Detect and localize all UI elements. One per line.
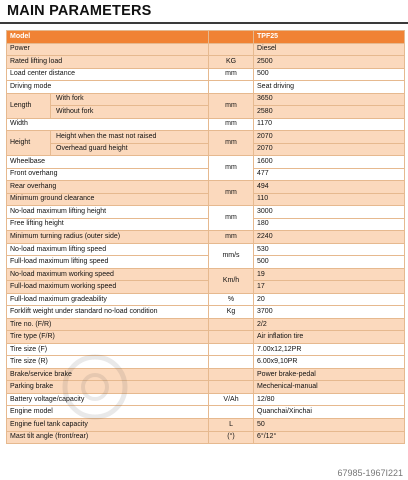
- row-label: No-load maximum lifting speed: [7, 243, 209, 256]
- page-title: MAIN PARAMETERS: [7, 3, 152, 19]
- row-value: 2500: [254, 56, 405, 69]
- row-label: Mast tilt angle (front/rear): [7, 431, 209, 444]
- table-row: [7, 156, 405, 169]
- table-row: [7, 293, 405, 306]
- row-value: 17: [254, 281, 405, 294]
- row-unit: mm: [209, 118, 254, 131]
- row-label: With fork: [51, 93, 209, 106]
- row-value: Seat driving: [254, 81, 405, 94]
- table-row: [7, 306, 405, 319]
- row-unit: [209, 43, 254, 56]
- row-unit: [209, 318, 254, 331]
- table-row: [7, 281, 405, 294]
- row-label: Wheelbase: [7, 156, 209, 169]
- row-label: Tire size (R): [7, 356, 209, 369]
- table-header: [7, 31, 405, 44]
- table-row: [7, 68, 405, 81]
- row-unit: mm: [209, 131, 254, 156]
- row-value: 2240: [254, 231, 405, 244]
- row-label: Free lifting height: [7, 218, 209, 231]
- table-row: [7, 81, 405, 94]
- row-value: 2070: [254, 143, 405, 156]
- row-value: 1170: [254, 118, 405, 131]
- row-label: Tire no. (F/R): [7, 318, 209, 331]
- table-row: [7, 368, 405, 381]
- row-value: 477: [254, 168, 405, 181]
- row-label: Engine model: [7, 406, 209, 419]
- row-label: Overhead guard height: [51, 143, 209, 156]
- row-label: Without fork: [51, 106, 209, 119]
- table-row: [7, 106, 405, 119]
- row-value: 530: [254, 243, 405, 256]
- row-value: 500: [254, 256, 405, 269]
- stock-number: 67985-1967I221: [337, 468, 403, 478]
- row-unit: Km/h: [209, 268, 254, 293]
- row-label: Minimum turning radius (outer side): [7, 231, 209, 244]
- header-model: TPF25: [254, 31, 405, 44]
- row-unit: [209, 368, 254, 381]
- row-label: Forklift weight under standard no-load condition: [7, 306, 209, 319]
- row-value: 20: [254, 293, 405, 306]
- header-label: Model: [7, 31, 209, 44]
- parameters-table: [6, 30, 405, 444]
- row-value: 2/2: [254, 318, 405, 331]
- row-unit: [209, 343, 254, 356]
- table-row: [7, 331, 405, 344]
- table-row: [7, 231, 405, 244]
- row-unit: V/Ah: [209, 393, 254, 406]
- row-label: Tire size (F): [7, 343, 209, 356]
- row-unit: mm/s: [209, 243, 254, 268]
- row-value: 1600: [254, 156, 405, 169]
- row-label: Brake/service brake: [7, 368, 209, 381]
- row-value: 110: [254, 193, 405, 206]
- table-row: [7, 393, 405, 406]
- group-label: Height: [7, 131, 51, 156]
- row-label: Parking brake: [7, 381, 209, 394]
- row-value: 2580: [254, 106, 405, 119]
- row-unit: [209, 406, 254, 419]
- row-value: 6°/12°: [254, 431, 405, 444]
- row-value: Mechenical-manual: [254, 381, 405, 394]
- row-label: Minimum ground clearance: [7, 193, 209, 206]
- table-row: [7, 318, 405, 331]
- table-row: [7, 206, 405, 219]
- row-value: 19: [254, 268, 405, 281]
- row-label: Load center distance: [7, 68, 209, 81]
- table-row: [7, 243, 405, 256]
- row-unit: mm: [209, 206, 254, 231]
- row-value: 6.00x9,10PR: [254, 356, 405, 369]
- header-unit: [209, 31, 254, 44]
- row-unit: mm: [209, 68, 254, 81]
- row-label: Power: [7, 43, 209, 56]
- row-value: 50: [254, 418, 405, 431]
- row-value: 3650: [254, 93, 405, 106]
- row-value: Quanchai/Xinchai: [254, 406, 405, 419]
- row-value: 12/80: [254, 393, 405, 406]
- row-label: Front overhang: [7, 168, 209, 181]
- table-row: [7, 381, 405, 394]
- group-label: Length: [7, 93, 51, 118]
- row-unit: KG: [209, 56, 254, 69]
- row-label: Full-load maximum gradeability: [7, 293, 209, 306]
- row-label: Width: [7, 118, 209, 131]
- row-value: 500: [254, 68, 405, 81]
- row-value: 180: [254, 218, 405, 231]
- row-label: Battery voltage/capacity: [7, 393, 209, 406]
- row-label: Rated lifting load: [7, 56, 209, 69]
- row-unit: [209, 356, 254, 369]
- row-unit: mm: [209, 231, 254, 244]
- row-value: 2070: [254, 131, 405, 144]
- table-row: [7, 356, 405, 369]
- table-row: [7, 268, 405, 281]
- row-unit: Kg: [209, 306, 254, 319]
- table-row: [7, 118, 405, 131]
- row-unit: mm: [209, 93, 254, 118]
- table-row: [7, 43, 405, 56]
- table-row: [7, 143, 405, 156]
- table-row: [7, 218, 405, 231]
- row-value: Diesel: [254, 43, 405, 56]
- row-label: Tire type (F/R): [7, 331, 209, 344]
- row-value: 3700: [254, 306, 405, 319]
- title-divider: [0, 22, 408, 24]
- row-unit: mm: [209, 156, 254, 181]
- row-unit: mm: [209, 181, 254, 206]
- row-unit: [209, 81, 254, 94]
- row-unit: [209, 331, 254, 344]
- row-value: 494: [254, 181, 405, 194]
- table-row: [7, 406, 405, 419]
- row-unit: %: [209, 293, 254, 306]
- row-unit: L: [209, 418, 254, 431]
- table-row: [7, 93, 405, 106]
- table-row: [7, 181, 405, 194]
- row-label: Rear overhang: [7, 181, 209, 194]
- table-row: [7, 56, 405, 69]
- table-row: [7, 418, 405, 431]
- table-row: [7, 343, 405, 356]
- table-row: [7, 168, 405, 181]
- row-value: 3000: [254, 206, 405, 219]
- row-label: Full-load maximum working speed: [7, 281, 209, 294]
- row-label: Height when the mast not raised: [51, 131, 209, 144]
- row-label: Driving mode: [7, 81, 209, 94]
- row-label: No-load maximum working speed: [7, 268, 209, 281]
- row-label: Full-load maximum lifting speed: [7, 256, 209, 269]
- row-value: Air inflation tire: [254, 331, 405, 344]
- table-row: [7, 431, 405, 444]
- row-value: Power brake-pedal: [254, 368, 405, 381]
- row-unit: [209, 381, 254, 394]
- row-label: No-load maximum lifting height: [7, 206, 209, 219]
- row-label: Engine fuel tank capacity: [7, 418, 209, 431]
- table-row: [7, 131, 405, 144]
- table-row: [7, 193, 405, 206]
- row-value: 7.00x12,12PR: [254, 343, 405, 356]
- row-unit: (°): [209, 431, 254, 444]
- table-row: [7, 256, 405, 269]
